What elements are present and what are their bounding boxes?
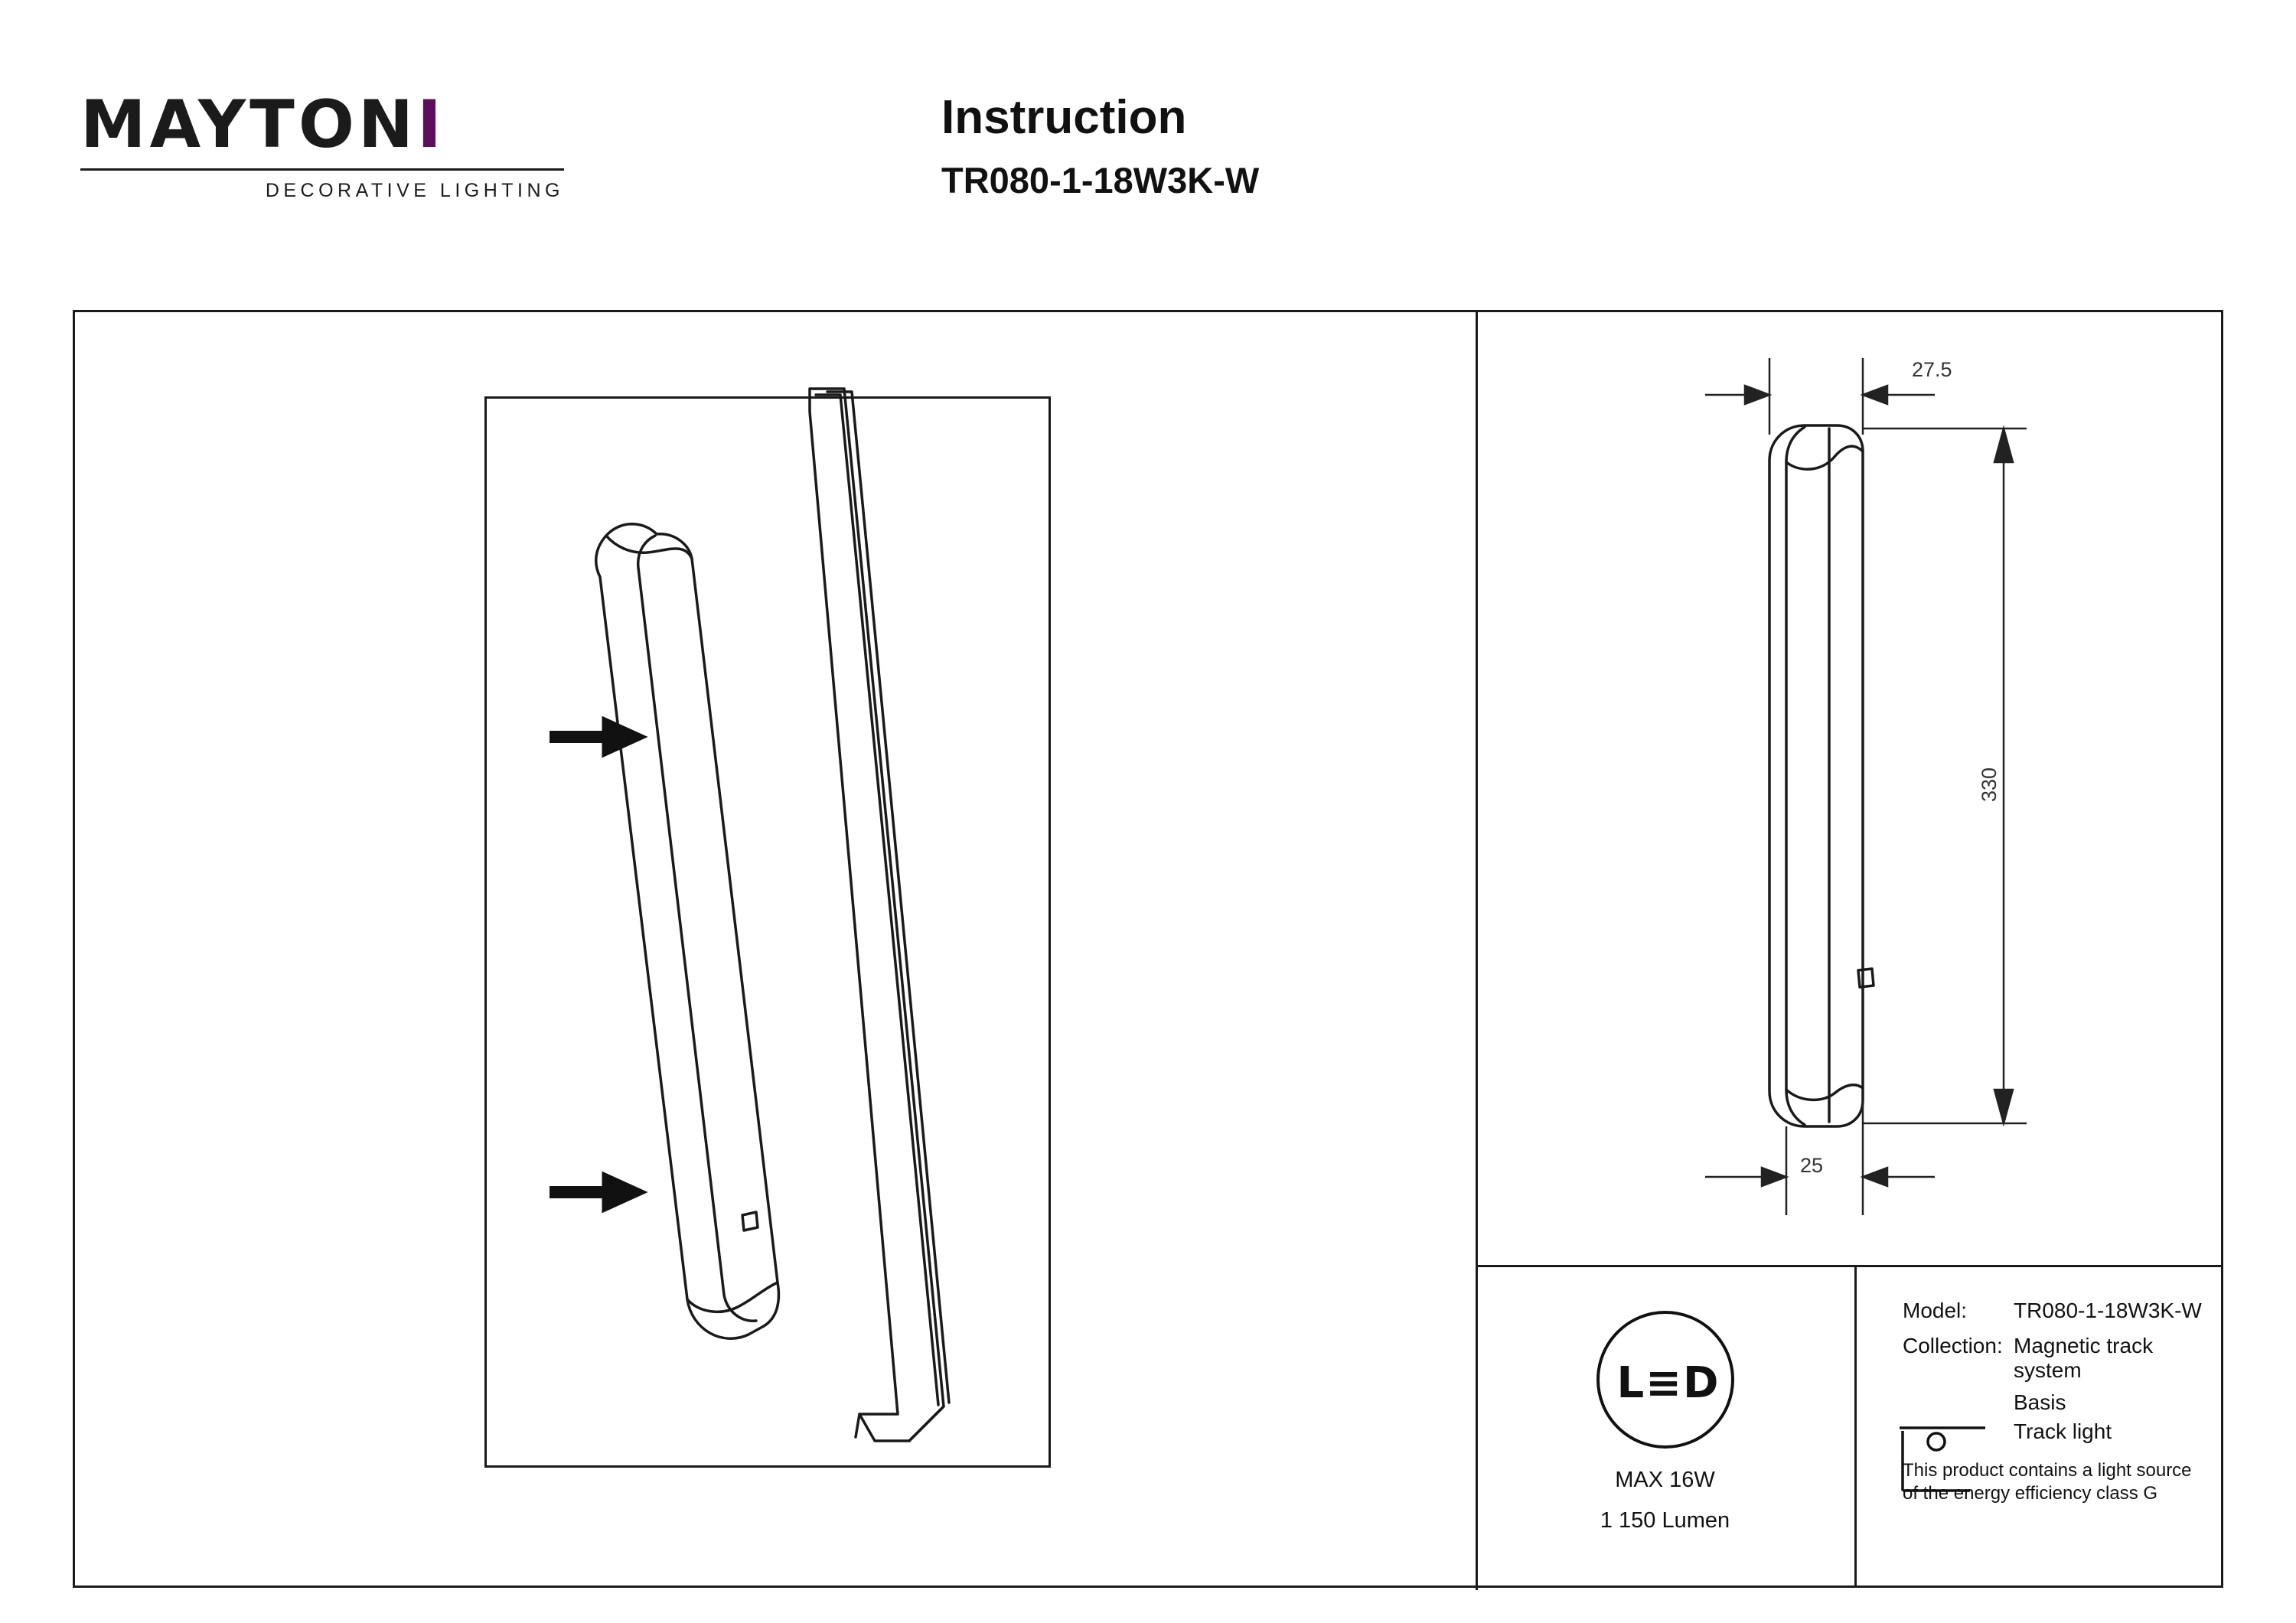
side-view-seam-left [1786, 427, 1805, 1125]
dimension-label-width-bottom: 25 [1800, 1154, 1824, 1177]
logo-wordmark-accent: I [416, 86, 445, 163]
dimension-height [1863, 429, 2027, 1123]
track-light-pictogram [1896, 1414, 1988, 1494]
track-rail-edge-1 [816, 395, 938, 1405]
track-rail-edge-3 [856, 1414, 859, 1437]
led-max-power: MAX 16W [1615, 1468, 1715, 1492]
spec-label-collection: Collection: [1903, 1334, 2003, 1357]
page-header [0, 0, 2296, 275]
logo-tagline: DECORATIVE LIGHTING [265, 180, 564, 201]
dimension-drawing [1476, 312, 2223, 1265]
spec-row-model [1903, 1299, 2223, 1323]
dimension-label-height: 330 [1978, 767, 2001, 802]
luminaire-body-outline [596, 524, 779, 1339]
side-view-top-face [1786, 446, 1863, 469]
led-lumen: 1 150 Lumen [1600, 1508, 1730, 1533]
led-badge-label: L≡D [1616, 1357, 1720, 1408]
side-view-connector-nub [1858, 969, 1874, 987]
dimension-label-width-top: 27.5 [1912, 358, 1952, 381]
spec-value-type: Track light [2014, 1419, 2112, 1443]
spec-row-collection [1903, 1334, 2223, 1383]
mounting-arrow-upper [550, 718, 645, 756]
spec-value-model: TR080-1-18W3K-W [2014, 1299, 2202, 1322]
energy-class-note: This product contains a light source of the energy efficiency class G [1903, 1460, 2192, 1504]
luminaire-bottom-face [687, 1282, 778, 1312]
spec-label-model: Model: [1903, 1299, 1968, 1322]
dimension-top [1705, 358, 1935, 435]
led-info-block [1476, 1265, 1854, 1588]
track-rail-edge-4 [909, 1406, 944, 1441]
spec-value-series: Basis [2014, 1390, 2066, 1414]
installation-illustration-panel [75, 312, 1476, 1590]
side-view-outline [1769, 425, 1863, 1126]
dimension-drawing-panel [1476, 312, 2223, 1265]
brand-logo [80, 86, 570, 202]
mounting-arrow-lower [550, 1173, 645, 1211]
luminaire-connector-nub [742, 1212, 758, 1230]
track-rail-outline [810, 389, 944, 1441]
spec-value-collection: Magnetic track system [2014, 1334, 2154, 1382]
installation-drawing [75, 312, 1476, 1590]
logo-wordmark-main: MAYTON [80, 86, 417, 163]
side-view-bottom-face [1786, 1085, 1863, 1100]
logo-divider [80, 168, 564, 171]
content-frame [73, 310, 2223, 1588]
luminaire-front-seam [638, 536, 756, 1321]
title-block [941, 92, 1259, 200]
page-subtitle-model: TR080-1-18W3K-W [941, 160, 1260, 201]
logo-wordmark [80, 86, 570, 163]
page-title: Instruction [941, 91, 1187, 144]
led-badge-circle [1596, 1311, 1734, 1449]
